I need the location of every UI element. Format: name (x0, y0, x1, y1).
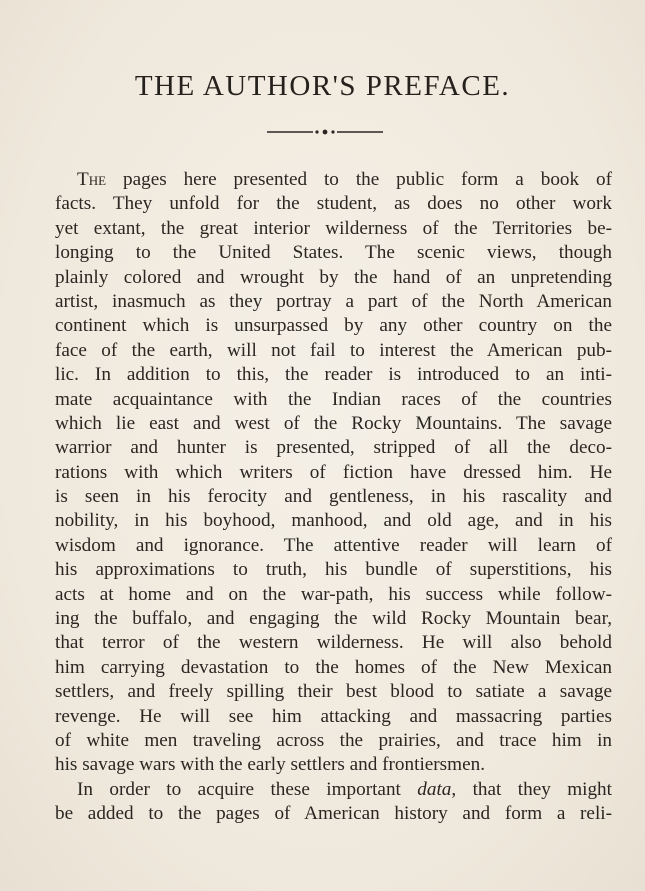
ornament-dot-2 (323, 130, 328, 135)
text-line: continent which is unsurpassed by any other country on the (55, 315, 612, 337)
text-line: his approximations to truth, his bundle of superstitions, his (55, 559, 612, 581)
text-line: rations with which writers of fiction have dressed him. He (55, 461, 612, 483)
text-line: plainly colored and wrought by the hand of an unpretending (55, 266, 612, 288)
text-line: him carrying devastation to the homes of the New Mexican (55, 656, 612, 678)
ornament-dot-1 (315, 130, 318, 133)
text-line: longing to the United States. The scenic views, though (55, 242, 612, 264)
text-line: yet extant, the great interior wilderness of the Territories be- (55, 217, 612, 239)
ornament-rule (267, 126, 383, 138)
text-line: acts at home and on the war-path, his success while follow- (55, 583, 612, 605)
text-line: is seen in his ferocity and gentleness, in his rascality and (55, 486, 612, 508)
text-line: lic. In addition to this, the reader is introduced to an inti- (55, 364, 612, 386)
text-line: that terror of the western wilderness. He will also behold (55, 632, 612, 654)
italic-word: data (417, 778, 452, 800)
text-line: which lie east and west of the Rocky Mountains. The savage (55, 412, 612, 434)
text-line: mate acquaintance with the Indian races of the countries (55, 388, 612, 410)
page-title: THE AUTHOR'S PREFACE. (134, 70, 511, 102)
text-line: be added to the pages of American history and form a reli- (55, 803, 612, 825)
text-line: ing the buffalo, and engaging the wild Rocky Mountain bear, (55, 608, 612, 630)
text-line: of white men traveling across the prairies, and trace him in (55, 729, 612, 751)
text-line: nobility, in his boyhood, manhood, and old age, and in his (55, 510, 612, 532)
text-line: warrior and hunter is presented, stripped of all the deco- (55, 437, 612, 459)
text-line: wisdom and ignorance. The attentive reader will learn of (55, 534, 612, 556)
line-text: pages here presented to the public form a book of (122, 169, 612, 190)
line-text: , that they might (451, 778, 612, 800)
text-line: face of the earth, will not fail to interest the American pub- (55, 339, 612, 361)
text-line: settlers, and freely spilling their best blood to satiate a savage (55, 681, 612, 703)
lead-word: The (77, 169, 107, 190)
text-line: his savage wars with the early settlers and frontiersmen. (55, 754, 485, 776)
text-line (55, 168, 612, 192)
ornament-dot-3 (331, 130, 334, 133)
preface-body (55, 168, 612, 827)
text-line: revenge. He will see him attacking and massacring parties (55, 705, 612, 727)
text-line (55, 778, 612, 802)
line-text: In order to acquire these important (77, 778, 401, 800)
text-line: artist, inasmuch as they portray a part of the North American (55, 290, 612, 312)
text-line: facts. They unfold for the student, as does no other work (55, 193, 612, 215)
